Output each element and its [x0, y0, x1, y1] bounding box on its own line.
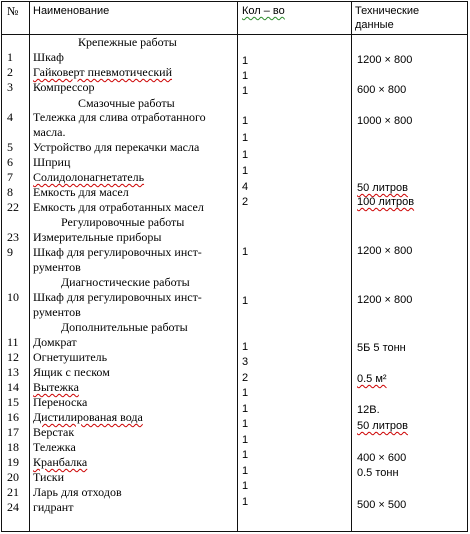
item-name: Дистилированая вода: [33, 410, 143, 424]
item-tech-data: 400 × 600: [357, 452, 407, 464]
item-name: Кранбалка: [33, 455, 88, 469]
item-number: 9: [7, 245, 13, 259]
item-number: 24: [7, 500, 19, 514]
item-number: 19: [7, 455, 19, 469]
item-number: 10: [7, 290, 19, 304]
section-heading: Диагностические работы: [61, 275, 190, 289]
item-number: 18: [7, 440, 19, 454]
item-tech-data: 0.5 тонн: [357, 467, 399, 479]
item-number: 8: [7, 185, 13, 199]
item-quantity: 4: [242, 181, 249, 193]
item-number: 13: [7, 365, 19, 379]
item-tech-data: 12В.: [357, 404, 380, 416]
item-number: 14: [7, 380, 19, 394]
item-name: Шприц: [33, 155, 71, 169]
item-quantity: 2: [242, 372, 249, 384]
item-number: 11: [7, 335, 19, 349]
item-quantity: 1: [242, 70, 249, 82]
item-name: Ящик с песком: [33, 365, 110, 379]
item-quantity: 1: [242, 480, 249, 492]
item-number: 4: [7, 110, 13, 124]
item-quantity: 1: [242, 496, 249, 508]
item-quantity: 1: [242, 55, 249, 67]
item-number: 22: [7, 200, 19, 214]
item-name: Переноска: [33, 395, 88, 409]
item-quantity: 1: [242, 465, 249, 477]
item-number: 7: [7, 170, 13, 184]
item-name: Гайковерт пневмотический: [33, 65, 173, 79]
item-number: 3: [7, 80, 13, 94]
header-number: №: [7, 4, 19, 18]
item-quantity: 1: [242, 115, 249, 127]
item-name: Компрессор: [33, 80, 95, 94]
item-tech-data: 100 литров: [357, 196, 415, 208]
item-number: 17: [7, 425, 19, 439]
header-tech-data-1: Технические: [355, 5, 420, 17]
item-name: Тиски: [33, 470, 65, 484]
item-quantity: 1: [242, 132, 249, 144]
header-name: Наименование: [33, 5, 110, 17]
item-name: гидрант: [33, 500, 74, 514]
item-quantity: 2: [242, 196, 249, 208]
section-heading: Дополнительные работы: [61, 320, 188, 334]
item-number: 6: [7, 155, 13, 169]
item-tech-data: 50 литров: [357, 182, 408, 194]
item-name: рументов: [33, 260, 81, 274]
item-name: Огнетушитель: [33, 350, 108, 364]
item-name: Тележка для слива отработанного: [33, 110, 206, 124]
header-quantity: Кол – во: [242, 5, 285, 17]
item-tech-data: 600 × 800: [357, 84, 407, 96]
item-tech-data: 5Б 5 тонн: [357, 342, 406, 354]
item-number: 16: [7, 410, 19, 424]
section-heading: Смазочные работы: [78, 96, 175, 110]
item-quantity: 1: [242, 418, 249, 430]
item-name: Вытежка: [33, 380, 79, 394]
header-tech-data-2: данные: [355, 19, 394, 31]
item-number: 23: [7, 230, 19, 244]
item-quantity: 1: [242, 403, 249, 415]
item-quantity: 1: [242, 341, 249, 353]
item-name: Устройство для перекачки масла: [33, 140, 200, 154]
item-tech-data: 1200 × 800: [357, 245, 413, 257]
item-number: 15: [7, 395, 19, 409]
item-name: рументов: [33, 305, 81, 319]
item-name: Измерительные приборы: [33, 230, 162, 244]
item-number: 21: [7, 485, 19, 499]
item-tech-data: 1200 × 800: [357, 54, 413, 66]
section-heading: Регулировочные работы: [61, 215, 185, 229]
item-number: 1: [7, 50, 13, 64]
item-quantity: 1: [242, 246, 249, 258]
item-name: Тележка: [33, 440, 76, 454]
item-number: 5: [7, 140, 13, 154]
item-quantity: 1: [242, 387, 249, 399]
item-name: Верстак: [33, 425, 75, 439]
item-name: Ларь для отходов: [33, 485, 122, 499]
item-tech-data: 0.5 м²: [357, 373, 387, 385]
item-name: масла.: [33, 125, 66, 139]
item-tech-data: 500 × 500: [357, 499, 407, 511]
item-number: 2: [7, 65, 13, 79]
item-quantity: 1: [242, 149, 249, 161]
item-quantity: 1: [242, 295, 249, 307]
header-divider: [2, 34, 467, 35]
item-tech-data: 50 литров: [357, 420, 408, 432]
item-name: Солидолонагнетатель: [33, 170, 145, 184]
item-quantity: 1: [242, 449, 249, 461]
item-quantity: 1: [242, 85, 249, 97]
section-heading: Крепежные работы: [78, 35, 177, 49]
item-number: 20: [7, 470, 19, 484]
item-name: Домкрат: [33, 335, 77, 349]
item-tech-data: 1000 × 800: [357, 115, 413, 127]
column-divider: [351, 2, 352, 531]
item-name: Емкость для отработанных масел: [33, 200, 204, 214]
column-divider: [29, 2, 30, 531]
item-number: 12: [7, 350, 19, 364]
item-quantity: 3: [242, 356, 249, 368]
equipment-table: [1, 1, 468, 532]
column-divider: [237, 2, 238, 531]
item-name: Шкаф: [33, 50, 64, 64]
item-quantity: 1: [242, 165, 249, 177]
item-name: Емкость для масел: [33, 185, 129, 199]
item-name: Шкаф для регулировочных инст-: [33, 290, 202, 304]
item-quantity: 1: [242, 434, 249, 446]
item-tech-data: 1200 × 800: [357, 294, 413, 306]
item-name: Шкаф для регулировочных инст-: [33, 245, 202, 259]
